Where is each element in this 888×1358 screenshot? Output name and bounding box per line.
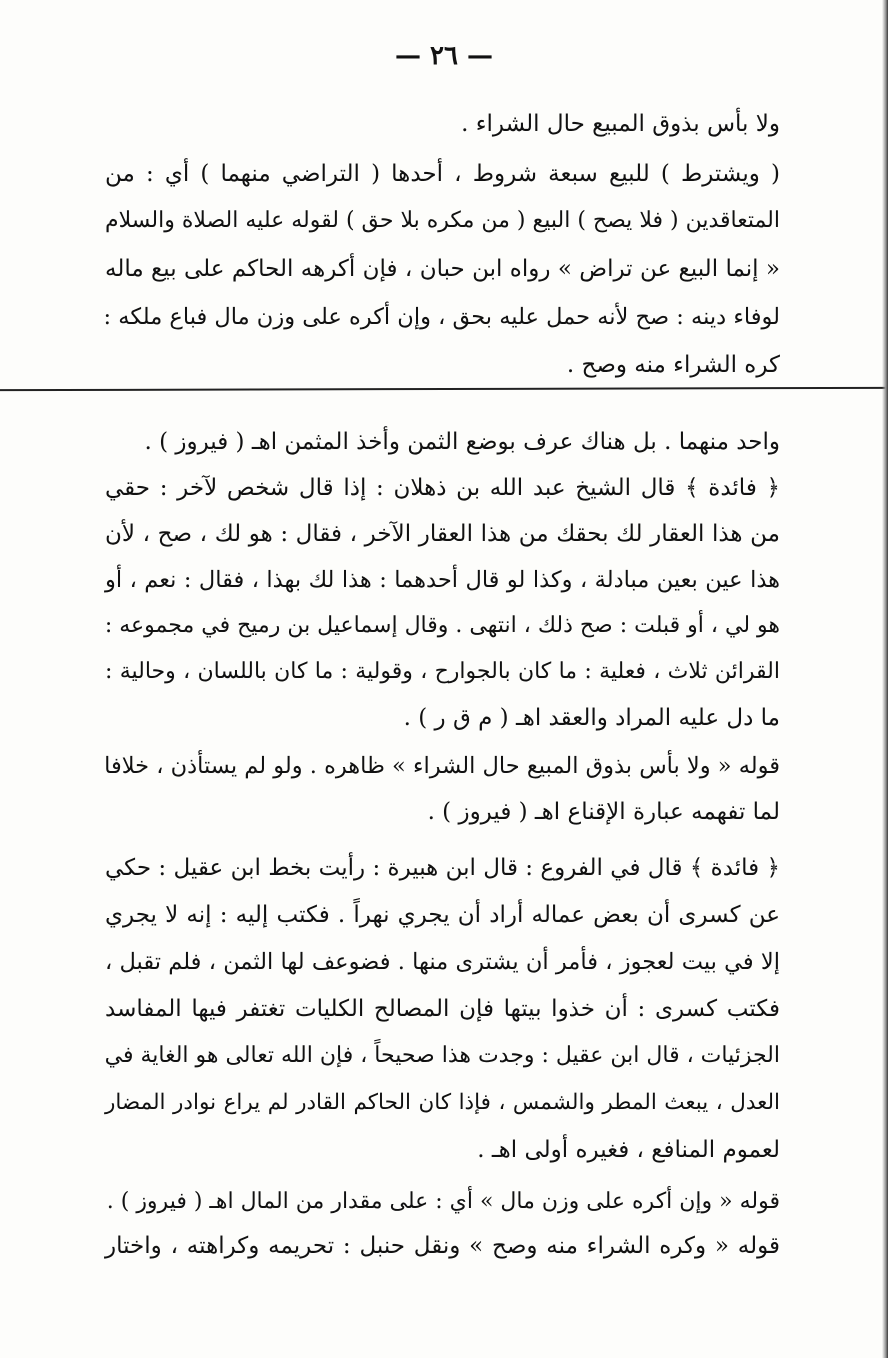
- main-text-line: المتعاقدين ( فلا يصح ) البيع ( من مكره بلا حق ) لقوله عليه الصلاة والسلام: [105, 208, 780, 233]
- main-text-line: ( ويشترط ) للبيع سبعة شروط ، أحدها ( التراضي منهما ) أي : من: [105, 161, 780, 187]
- page-edge-shadow: [882, 0, 888, 1358]
- footnote-line: إلا في بيت لعجوز ، فأمر أن يشترى منها . فضوعف لها الثمن ، فلم تقبل ،: [105, 949, 780, 975]
- footnote-line: عن كسرى أن بعض عماله أراد أن يجري نهراً . فكتب إليه : إنه لا يجري: [105, 902, 780, 928]
- footnote-line: الجزئيات ، قال ابن عقيل : وجدت هذا صحيحاً ، فإن الله تعالى هو الغاية في: [104, 1043, 780, 1068]
- footnote-line: قوله « وإن أكره على وزن مال » أي : على مقدار من المال اهـ ( فيروز ) .: [106, 1189, 780, 1214]
- page-number: — ٢٦ —: [394, 41, 494, 71]
- footnote-line: فكتب كسرى : أن خذوا بيتها فإن المصالح الكليات تغتفر فيها المفاسد: [105, 996, 780, 1022]
- footnote-line: واحد منهما . بل هناك عرف بوضع الثمن وأخذ المثمن اهـ ( فيروز ) .: [144, 429, 780, 455]
- footnote-line: ﴿ فائدة ﴾ قال في الفروع : قال ابن هبيرة : رأيت بخط ابن عقيل : حكي: [105, 855, 780, 881]
- footnote-line: هو لي ، أو قبلت : صح ذلك ، انتهى . وقال إسماعيل بن رميح في مجموعه :: [104, 613, 780, 638]
- footnote-line: القرائن ثلاث ، فعلية : ما كان بالجوارح ، وقولية : ما كان باللسان ، وحالية :: [105, 659, 780, 684]
- footnote-line: لما تفهمه عبارة الإقناع اهـ ( فيروز ) .: [427, 799, 780, 825]
- footnote-line: العدل ، يبعث المطر والشمس ، فإذا كان الحاكم القادر لم يراع نوادر المضار: [105, 1090, 780, 1115]
- footnote-line: لعموم المنافع ، فغيره أولى اهـ .: [477, 1137, 780, 1163]
- main-text-line: كره الشراء منه وصح .: [566, 352, 780, 378]
- footnote-line: قوله « ولا بأس بذوق المبيع حال الشراء » ظاهره . ولو لم يستأذن ، خلافا: [104, 753, 780, 779]
- main-text-line: لوفاء دينه : صح لأنه حمل عليه بحق ، وإن أكره على وزن مال فباع ملكه :: [103, 304, 780, 330]
- footnote-line: هذا عين بعين مبادلة ، وكذا لو قال أحدهما : هذا لك بهذا ، فقال : نعم ، أو: [105, 567, 780, 593]
- footnote-line: من هذا العقار لك بحقك من هذا العقار الآخر ، فقال : هو لك ، صح ، لأن: [105, 521, 780, 547]
- footnote-separator: [0, 387, 888, 391]
- footnote-line: ﴿ فائدة ﴾ قال الشيخ عبد الله بن ذهلان : إذا قال شخص لآخر : حقي: [105, 475, 780, 501]
- main-text-line: « إنما البيع عن تراض » رواه ابن حبان ، فإن أكرهه الحاكم على بيع ماله: [105, 256, 780, 282]
- main-text-line: ولا بأس بذوق المبيع حال الشراء .: [461, 111, 780, 137]
- footnote-line: قوله « وكره الشراء منه وصح » ونقل حنبل : تحريمه وكراهته ، واختار: [105, 1233, 780, 1259]
- footnote-line: ما دل عليه المراد والعقد اهـ ( م ق ر ) .: [403, 705, 780, 731]
